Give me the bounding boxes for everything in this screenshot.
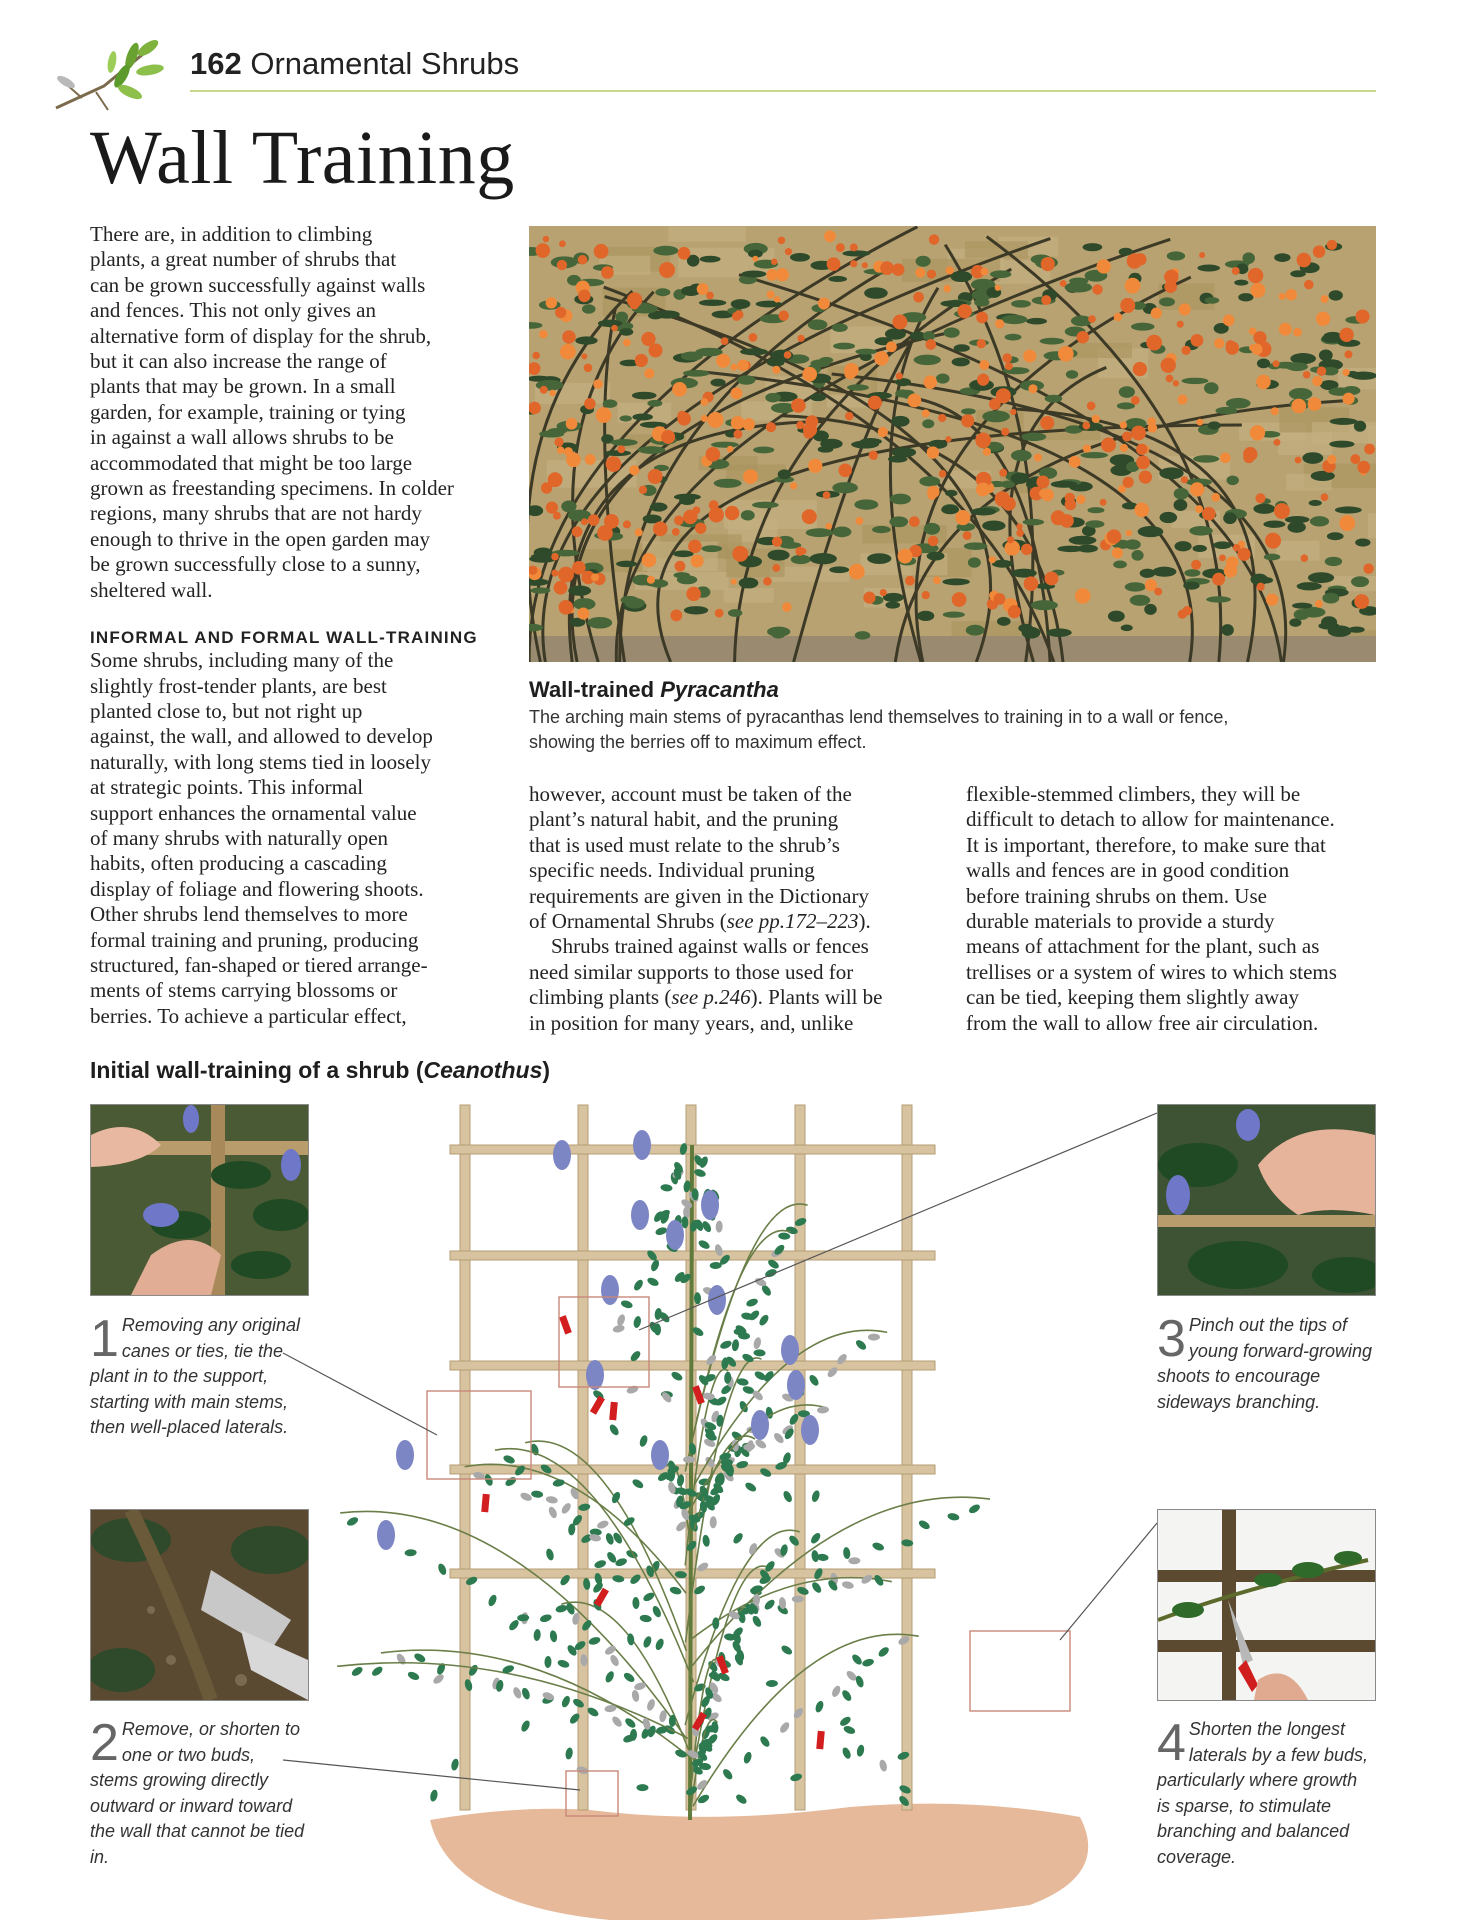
photo-caption-title — [529, 677, 779, 703]
text-line: can be grown successfully against walls — [90, 272, 426, 297]
step-1-number: 1 — [90, 1310, 119, 1368]
soil — [430, 1804, 1088, 1920]
subheading: INFORMAL AND FORMAL WALL-TRAINING — [90, 628, 478, 648]
text-line: plants, a great number of shrubs that — [90, 247, 397, 272]
text-line: garden, for example, training or tying — [90, 399, 406, 424]
text-line: structured, fan-shaped or tiered arrange- — [90, 952, 428, 977]
text-line: alternative form of display for the shrub, — [90, 323, 432, 348]
step-3-text: 3 Pinch out the tips of young forward-growing shoots to encourage sideways branching. — [1157, 1310, 1373, 1412]
step-2-photo — [90, 1509, 309, 1701]
page-number: 162 — [190, 46, 242, 81]
text-line: at strategic points. This informal — [90, 775, 364, 800]
text-line: display of foliage and flowering shoots. — [90, 876, 424, 901]
text-line: flexible-stemmed climbers, they will be — [966, 782, 1301, 806]
step-2-text: 2 Remove, or shorten to one or two buds, stems growing directly outward or inward toward the wall that cannot be tied in. — [90, 1714, 305, 1867]
text-line: Shrubs trained against walls or fences — [551, 934, 869, 959]
step-4-photo — [1157, 1509, 1376, 1701]
step-4-text: 4 Shorten the longest laterals by a few buds, particularly where growth is sparse, to stimulate branching and balanced coverage. — [1157, 1714, 1369, 1867]
text-line: trellises or a system of wires to which stems — [966, 959, 1337, 984]
text-line: slightly frost-tender plants, are best — [90, 673, 387, 698]
text-line: There are, in addition to climbing — [90, 222, 373, 246]
column-3 — [966, 782, 1376, 1036]
text-line: formal training and pruning, producing — [90, 927, 419, 952]
text-line: can be tied, keeping them slightly away — [966, 985, 1299, 1010]
text-line: and fences. This not only gives an — [90, 298, 376, 323]
text-line: accommodated that might be too large — [90, 450, 413, 475]
text-line: regions, many shrubs that are not hardy — [90, 501, 422, 526]
text-line: durable materials to provide a sturdy — [966, 909, 1275, 934]
text-line: of Ornamental Shrubs (see pp.172–223). — [529, 909, 871, 934]
intro-paragraph — [90, 222, 510, 603]
step-3-photo — [1157, 1104, 1376, 1296]
text-line: berries. To achieve a particular effect, — [90, 1003, 407, 1028]
text-line: be grown successfully close to a sunny, — [90, 552, 421, 577]
step-1-photo — [90, 1104, 309, 1296]
leader-lines — [283, 1113, 1157, 1790]
text-line: but it can also increase the range of — [90, 349, 387, 374]
highlight-boxes — [427, 1297, 1070, 1816]
ceanothus-plant — [337, 1142, 990, 1820]
text-line: support enhances the ornamental value — [90, 800, 417, 825]
caption-line: The arching main stems of pyracanthas lend themselves to training in to a wall or fence, — [529, 707, 1229, 727]
text-line: planted close to, but not right up — [90, 698, 363, 723]
step-1-text: 1 Removing any original canes or ties, tie the plant in to the support, starting with main stems, then well-placed laterals. — [90, 1310, 301, 1437]
text-line: from the wall to allow free air circulation. — [966, 1010, 1319, 1035]
text-line: requirements are given in the Dictionary — [529, 883, 869, 908]
text-line: walls and fences are in good condition — [966, 858, 1290, 883]
text-line: specific needs. Individual pruning — [529, 858, 815, 883]
step-3-number: 3 — [1157, 1310, 1186, 1368]
text-line: plants that may be grown. In a small — [90, 374, 396, 399]
col1-paragraph — [90, 648, 510, 1029]
page-header — [190, 46, 519, 82]
caption-title-species: Pyracantha — [660, 677, 779, 702]
cross-reference: see pp.172–223 — [726, 909, 859, 934]
text-line: difficult to detach to allow for maintenance. — [966, 807, 1335, 832]
text-line: in position for many years, and, unlike — [529, 1010, 854, 1035]
cross-reference: see p.246 — [671, 985, 751, 1010]
text-line: in against a wall allows shrubs to be — [90, 425, 394, 450]
section-name: Ornamental Shrubs — [250, 46, 520, 81]
pyracantha-photo — [529, 226, 1376, 662]
text-line: ments of stems carrying blossoms or — [90, 978, 398, 1003]
text-line: of many shrubs with naturally open — [90, 825, 389, 850]
text-line: sheltered wall. — [90, 577, 213, 602]
header-leaf-logo — [52, 36, 164, 122]
diagram-title-species: Ceanothus — [423, 1057, 543, 1083]
text-line: need similar supports to those used for — [529, 959, 854, 984]
text-line: grown as freestanding specimens. In colder — [90, 476, 454, 501]
header-rule — [190, 90, 1376, 92]
column-1 — [90, 222, 510, 1029]
step-4-number: 4 — [1157, 1714, 1186, 1772]
text-line: naturally, with long stems tied in loosely — [90, 749, 432, 774]
text-line: habits, often producing a cascading — [90, 851, 387, 876]
text-line: that is used must relate to the shrub’s — [529, 832, 840, 857]
caption-line: showing the berries off to maximum effect. — [529, 732, 867, 752]
diagram-title: Initial wall-training of a shrub (Ceanothus) — [90, 1057, 551, 1083]
text-line: however, account must be taken of the — [529, 782, 852, 806]
text-line: plant’s natural habit, and the pruning — [529, 807, 839, 832]
photo-caption — [529, 705, 1376, 755]
step-2-number: 2 — [90, 1714, 119, 1772]
page-title: Wall Training — [90, 116, 515, 200]
column-2 — [529, 782, 929, 1036]
text-line: against, the wall, and allowed to develop — [90, 724, 433, 749]
text-line: It is important, therefore, to make sure that — [966, 832, 1326, 857]
text-line: before training shrubs on them. Use — [966, 883, 1267, 908]
text-line: climbing plants (see p.246). Plants will be — [529, 985, 883, 1010]
text-line: enough to thrive in the open garden may — [90, 526, 430, 551]
text-line: means of attachment for the plant, such as — [966, 934, 1320, 959]
caption-title-text: Wall-trained — [529, 677, 661, 702]
text-line: Other shrubs lend themselves to more — [90, 902, 408, 927]
text-line: Some shrubs, including many of the — [90, 648, 394, 673]
